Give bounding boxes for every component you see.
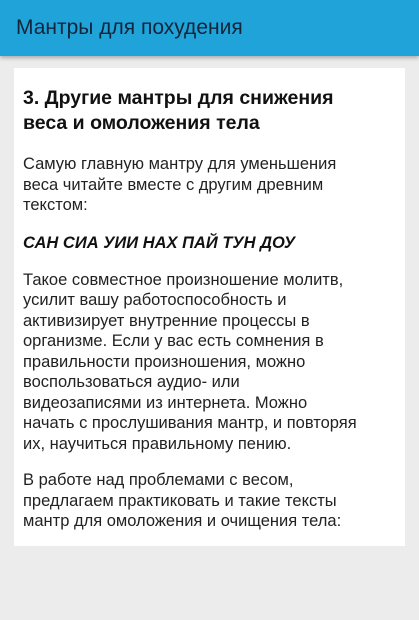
intro-paragraph: [23, 154, 397, 216]
practice-line: начать с прослушивания мантр, и повторяя: [23, 414, 357, 432]
practice-line: их, научиться правильному пению.: [23, 434, 292, 453]
intro-line: текстом:: [23, 196, 88, 214]
practice-line: видеозаписями из интернета. Можно: [23, 393, 308, 412]
intro-line: Самую главную мантру для уменьшения: [23, 155, 337, 173]
rejuvenation-line: В работе над проблемами с весом,: [23, 471, 294, 489]
article-heading: [23, 86, 397, 136]
practice-line: Такое совместное произношение молитв,: [23, 270, 344, 289]
rejuvenation-paragraph: [23, 470, 397, 532]
practice-line: организме. Если у вас есть сомнения в: [23, 332, 324, 350]
intro-line: веса читайте вместе с другим древним: [23, 175, 324, 194]
article-card[interactable]: [14, 68, 405, 546]
app-title: Мантры для похудения: [16, 16, 243, 39]
practice-line: активизирует внутренние процессы в: [23, 311, 310, 330]
heading-line: 3. Другие мантры для снижения: [23, 87, 334, 109]
practice-paragraph: [23, 270, 397, 455]
rejuvenation-line: предлагаем практиковать и такие тексты: [23, 491, 337, 510]
practice-line: воспользоваться аудио- или: [23, 373, 240, 391]
rejuvenation-line: мантр для омоложения и очищения тела:: [23, 512, 342, 530]
app-bar: [0, 0, 419, 56]
heading-line: веса и омоложения тела: [23, 112, 260, 134]
mantra-text: САН СИА УИИ НАХ ПАЙ ТУН ДОУ: [23, 233, 295, 252]
practice-line: усилит вашу работоспособность и: [23, 291, 287, 309]
practice-line: правильности произношения, можно: [23, 352, 306, 371]
